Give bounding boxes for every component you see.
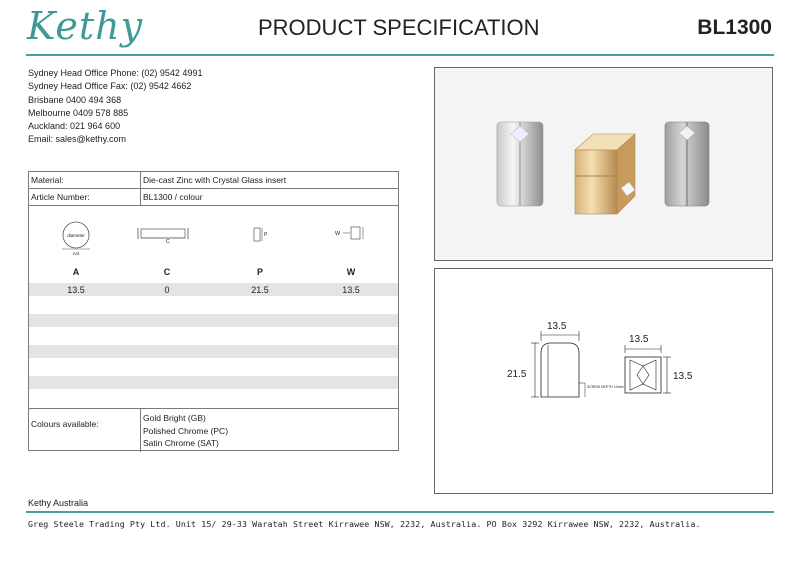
column-w-header: W [346, 267, 356, 277]
front-width-label: 13.5 [547, 321, 567, 332]
length-c-icon [133, 224, 193, 246]
article-label: Article Number: [31, 192, 90, 202]
polished-chrome-knob [497, 122, 543, 206]
contact-details [28, 67, 202, 147]
c-icon-label: C [166, 239, 170, 245]
material-row [29, 172, 398, 189]
column-c-header: C [163, 267, 171, 277]
top-width-label: 13.5 [629, 334, 649, 345]
p-icon-label: P [264, 232, 268, 238]
colour-item: Polished Chrome (PC) [143, 425, 229, 436]
colours-list [143, 412, 228, 450]
diameter-icon-a-label: A/4 [72, 251, 80, 256]
footer-company: Kethy Australia [28, 498, 89, 508]
kethy-logo: Kethy [27, 4, 144, 48]
product-photo [434, 67, 773, 261]
width-w-icon [333, 224, 369, 244]
table-stripe [29, 376, 398, 389]
gold-bright-knob [575, 134, 635, 214]
column-divider [140, 408, 141, 452]
projection-p-icon [250, 226, 274, 246]
contact-line: Sydney Head Office Fax: (02) 9542 4662 [28, 81, 192, 92]
header-divider [26, 54, 774, 56]
technical-drawing-image [435, 269, 772, 493]
article-value: BL1300 / colour [143, 192, 203, 202]
table-stripe [29, 345, 398, 358]
column-divider [140, 172, 141, 206]
top-view [625, 334, 693, 393]
value-c: 0 [164, 285, 170, 295]
diameter-icon [56, 218, 96, 258]
product-code: BL1300 [697, 16, 772, 39]
value-w: 13.5 [342, 285, 360, 295]
contact-line: Brisbane 0400 494 368 [28, 94, 122, 105]
footer-address: Greg Steele Trading Pty Ltd. Unit 15/ 29-33 Waratah Street Kirrawee NSW, 2232, Australia. PO Box 3292 Kirrawee NSW, 2232, Australia. [28, 519, 701, 529]
satin-chrome-knob [665, 122, 709, 206]
product-photo-image [435, 68, 772, 260]
material-value: Die-cast Zinc with Crystal Glass insert [143, 175, 287, 185]
front-view [507, 321, 624, 397]
spec-table [28, 171, 399, 451]
w-icon-label: W [335, 231, 341, 237]
contact-line: Sydney Head Office Phone: (02) 9542 4991 [28, 68, 203, 78]
value-p: 21.5 [251, 285, 269, 295]
article-row [29, 189, 398, 206]
contact-line: Auckland: 021 964 600 [28, 121, 121, 132]
column-a-header: A [72, 267, 80, 277]
colours-label: Colours available: [31, 419, 99, 429]
colour-item: Satin Chrome (SAT) [143, 438, 219, 448]
top-depth-label: 13.5 [673, 371, 693, 382]
front-height-label: 21.5 [507, 369, 527, 380]
colours-divider [29, 408, 398, 409]
footer-divider [26, 511, 774, 513]
colour-item: Gold Bright (GB) [143, 413, 206, 423]
technical-drawing [434, 268, 773, 494]
material-label: Material: [31, 175, 64, 185]
page-title: PRODUCT SPECIFICATION [258, 15, 540, 40]
value-a: 13.5 [67, 285, 85, 295]
contact-line: Melbourne 0409 578 885 [28, 107, 129, 118]
screw-depth-note: SCREW DEPTH 10mm [587, 385, 624, 389]
column-p-header: P [256, 267, 263, 277]
diameter-icon-label: diameter [67, 233, 85, 238]
contact-line: Email: sales@kethy.com [28, 134, 126, 145]
table-stripe [29, 314, 398, 327]
